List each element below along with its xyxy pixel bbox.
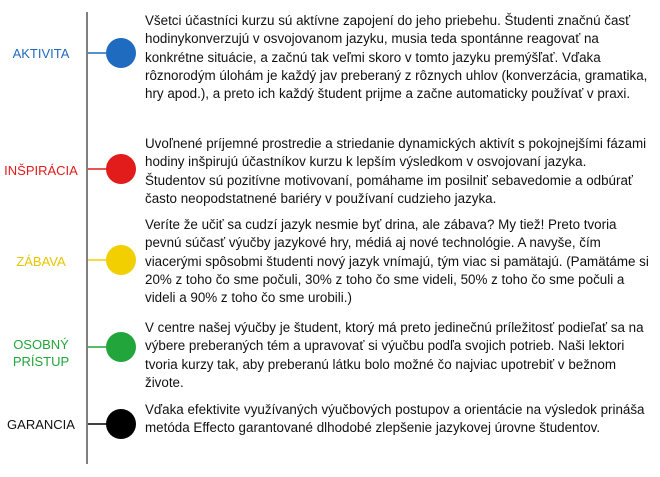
- label-aktivita: AKTIVITA: [12, 46, 70, 61]
- text-garancia: Vďaka efektivite využívaných výučbových postupov a orientácie na výsledok prináša metóda Effecto garantované dlhodobé zlepšenie jazykovej úrovne študentov.: [145, 402, 645, 436]
- pin-zabava: [88, 243, 136, 277]
- text-osobny-pristup: V centre našej výučby je študent, ktorý má preto jedinečnú príležitosť podieľať sa na výbere preberaných tém a upravovať si výučbu podľa svojich potrieb. Naši lektori tvoria kurzy tak, aby preberanú látku bolo možné čo najviac upotrebiť v bežnom živote.: [145, 320, 644, 390]
- text-aktivita: Všetci účastníci kurzu sú aktívne zapojení do jeho priebehu. Študenti značnú časť hodinykonverzujú v osvojovanom jazyku, musia teda spontánne reagovať na konkrétne situácie, a začnú tak veľmi skoro v tomto jazyku premýšľať. Vďaka rôznorodým úlohám je každý jav preberaný z rôznych uhlov (konverzácia, gramatika, hry apod.), a preto ich každý študent prijme a začne automaticky používať v praxi.: [145, 13, 648, 102]
- label-osobny-pristup: OSOBNÝ PRÍSTUP: [12, 337, 70, 369]
- label-garancia: GARANCIA: [7, 417, 75, 432]
- text-inspiracia: Uvoľnené príjemné prostredie a striedanie dynamických aktivít s pokojnejšími fázami hodiny inšpirujú účastníkov kurzu k lepším výsledkom v osvojovaní jazyka. Študentov sú pozitívne motivovaní, pomáhame im posilniť sebavedomie a odbúrať často neopodstatnené bariéry v používaní cudzieho jazyka.: [145, 136, 647, 206]
- pin-garancia: [88, 407, 136, 441]
- text-zabava: Veríte že učiť sa cudzí jazyk nesmie byť drina, ale zábava? My tiež! Preto tvoria pevnú súčasť výučby jazykové hry, médiá aj nové technológie. A navyše, čím viacerými spôsobmi študenti nový jazyk vnímajú, tým viac si pamätajú. (Pamätáme si 20% z toho čo sme počuli, 30% z toho čo sme videli, 50% z toho čo sme počuli a videli a 90% z toho čo sme urobili.): [145, 217, 649, 306]
- pin-aktivita: [88, 36, 136, 70]
- label-inspiracia: INŠPIRÁCIA: [4, 163, 78, 178]
- pin-osobny-pristup: [88, 330, 136, 364]
- label-zabava: ZÁBAVA: [16, 254, 66, 269]
- pin-inspiracia: [88, 152, 136, 186]
- timeline-line: [86, 12, 88, 464]
